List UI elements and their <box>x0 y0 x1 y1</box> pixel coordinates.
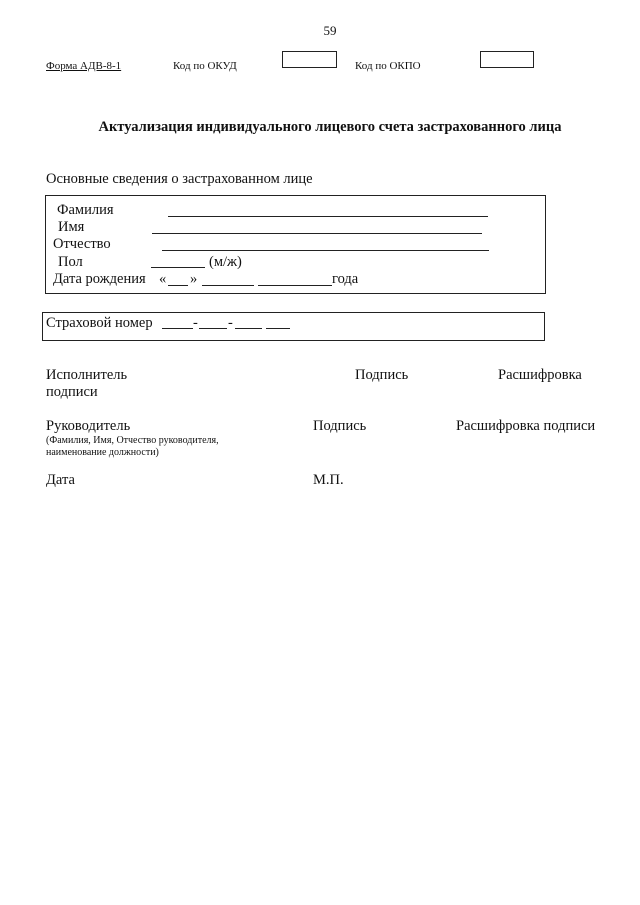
okud-code-box[interactable] <box>282 51 337 68</box>
sex-hint: (м/ж) <box>209 254 242 270</box>
insurance-part2-field[interactable] <box>199 328 227 329</box>
form-title: Актуализация индивидуального лицевого счета застрахованного лица <box>98 119 562 135</box>
section-heading: Основные сведения о застрахованном лице <box>46 171 313 187</box>
name-field[interactable] <box>152 233 482 234</box>
insurance-part1-field[interactable] <box>162 328 193 329</box>
surname-field[interactable] <box>168 216 488 217</box>
head-hint-line2: наименование должности) <box>46 447 159 458</box>
head-label: Руководитель <box>46 418 131 434</box>
birth-year-field[interactable] <box>258 285 332 286</box>
executor-signature-label: Подпись <box>355 367 409 383</box>
okpo-label: Код по ОКПО <box>355 60 421 72</box>
birth-close-quote: » <box>190 271 198 287</box>
executor-decode-label-cont: подписи <box>46 384 98 400</box>
okud-label: Код по ОКУД <box>173 60 237 72</box>
executor-label: Исполнитель <box>46 367 128 383</box>
sex-field[interactable] <box>151 267 205 268</box>
insurance-check-field[interactable] <box>266 328 290 329</box>
executor-decode-label: Расшифровка <box>498 367 582 383</box>
surname-label: Фамилия <box>57 202 114 218</box>
birth-date-label: Дата рождения <box>53 271 146 287</box>
okpo-code-box[interactable] <box>480 51 534 68</box>
birth-open-quote: « <box>159 271 167 287</box>
birth-day-field[interactable] <box>168 285 188 286</box>
birth-year-suffix: года <box>332 271 359 287</box>
patronymic-label: Отчество <box>53 236 111 252</box>
patronymic-field[interactable] <box>162 250 489 251</box>
birth-month-field[interactable] <box>202 285 254 286</box>
stamp-label: М.П. <box>313 472 344 488</box>
head-hint-line1: (Фамилия, Имя, Отчество руководителя, <box>46 435 219 446</box>
page-number: 59 <box>323 23 337 38</box>
date-label: Дата <box>46 472 75 488</box>
sex-label: Пол <box>58 254 83 270</box>
insurance-separator-2: - <box>228 315 233 331</box>
insurance-separator-1: - <box>193 315 198 331</box>
insurance-part3-field[interactable] <box>235 328 262 329</box>
head-decode-label: Расшифровка подписи <box>456 418 596 434</box>
name-label: Имя <box>58 219 85 235</box>
insurance-number-label: Страховой номер <box>46 315 153 331</box>
head-signature-label: Подпись <box>313 418 367 434</box>
form-code-label: Форма АДВ-8-1 <box>46 60 122 72</box>
